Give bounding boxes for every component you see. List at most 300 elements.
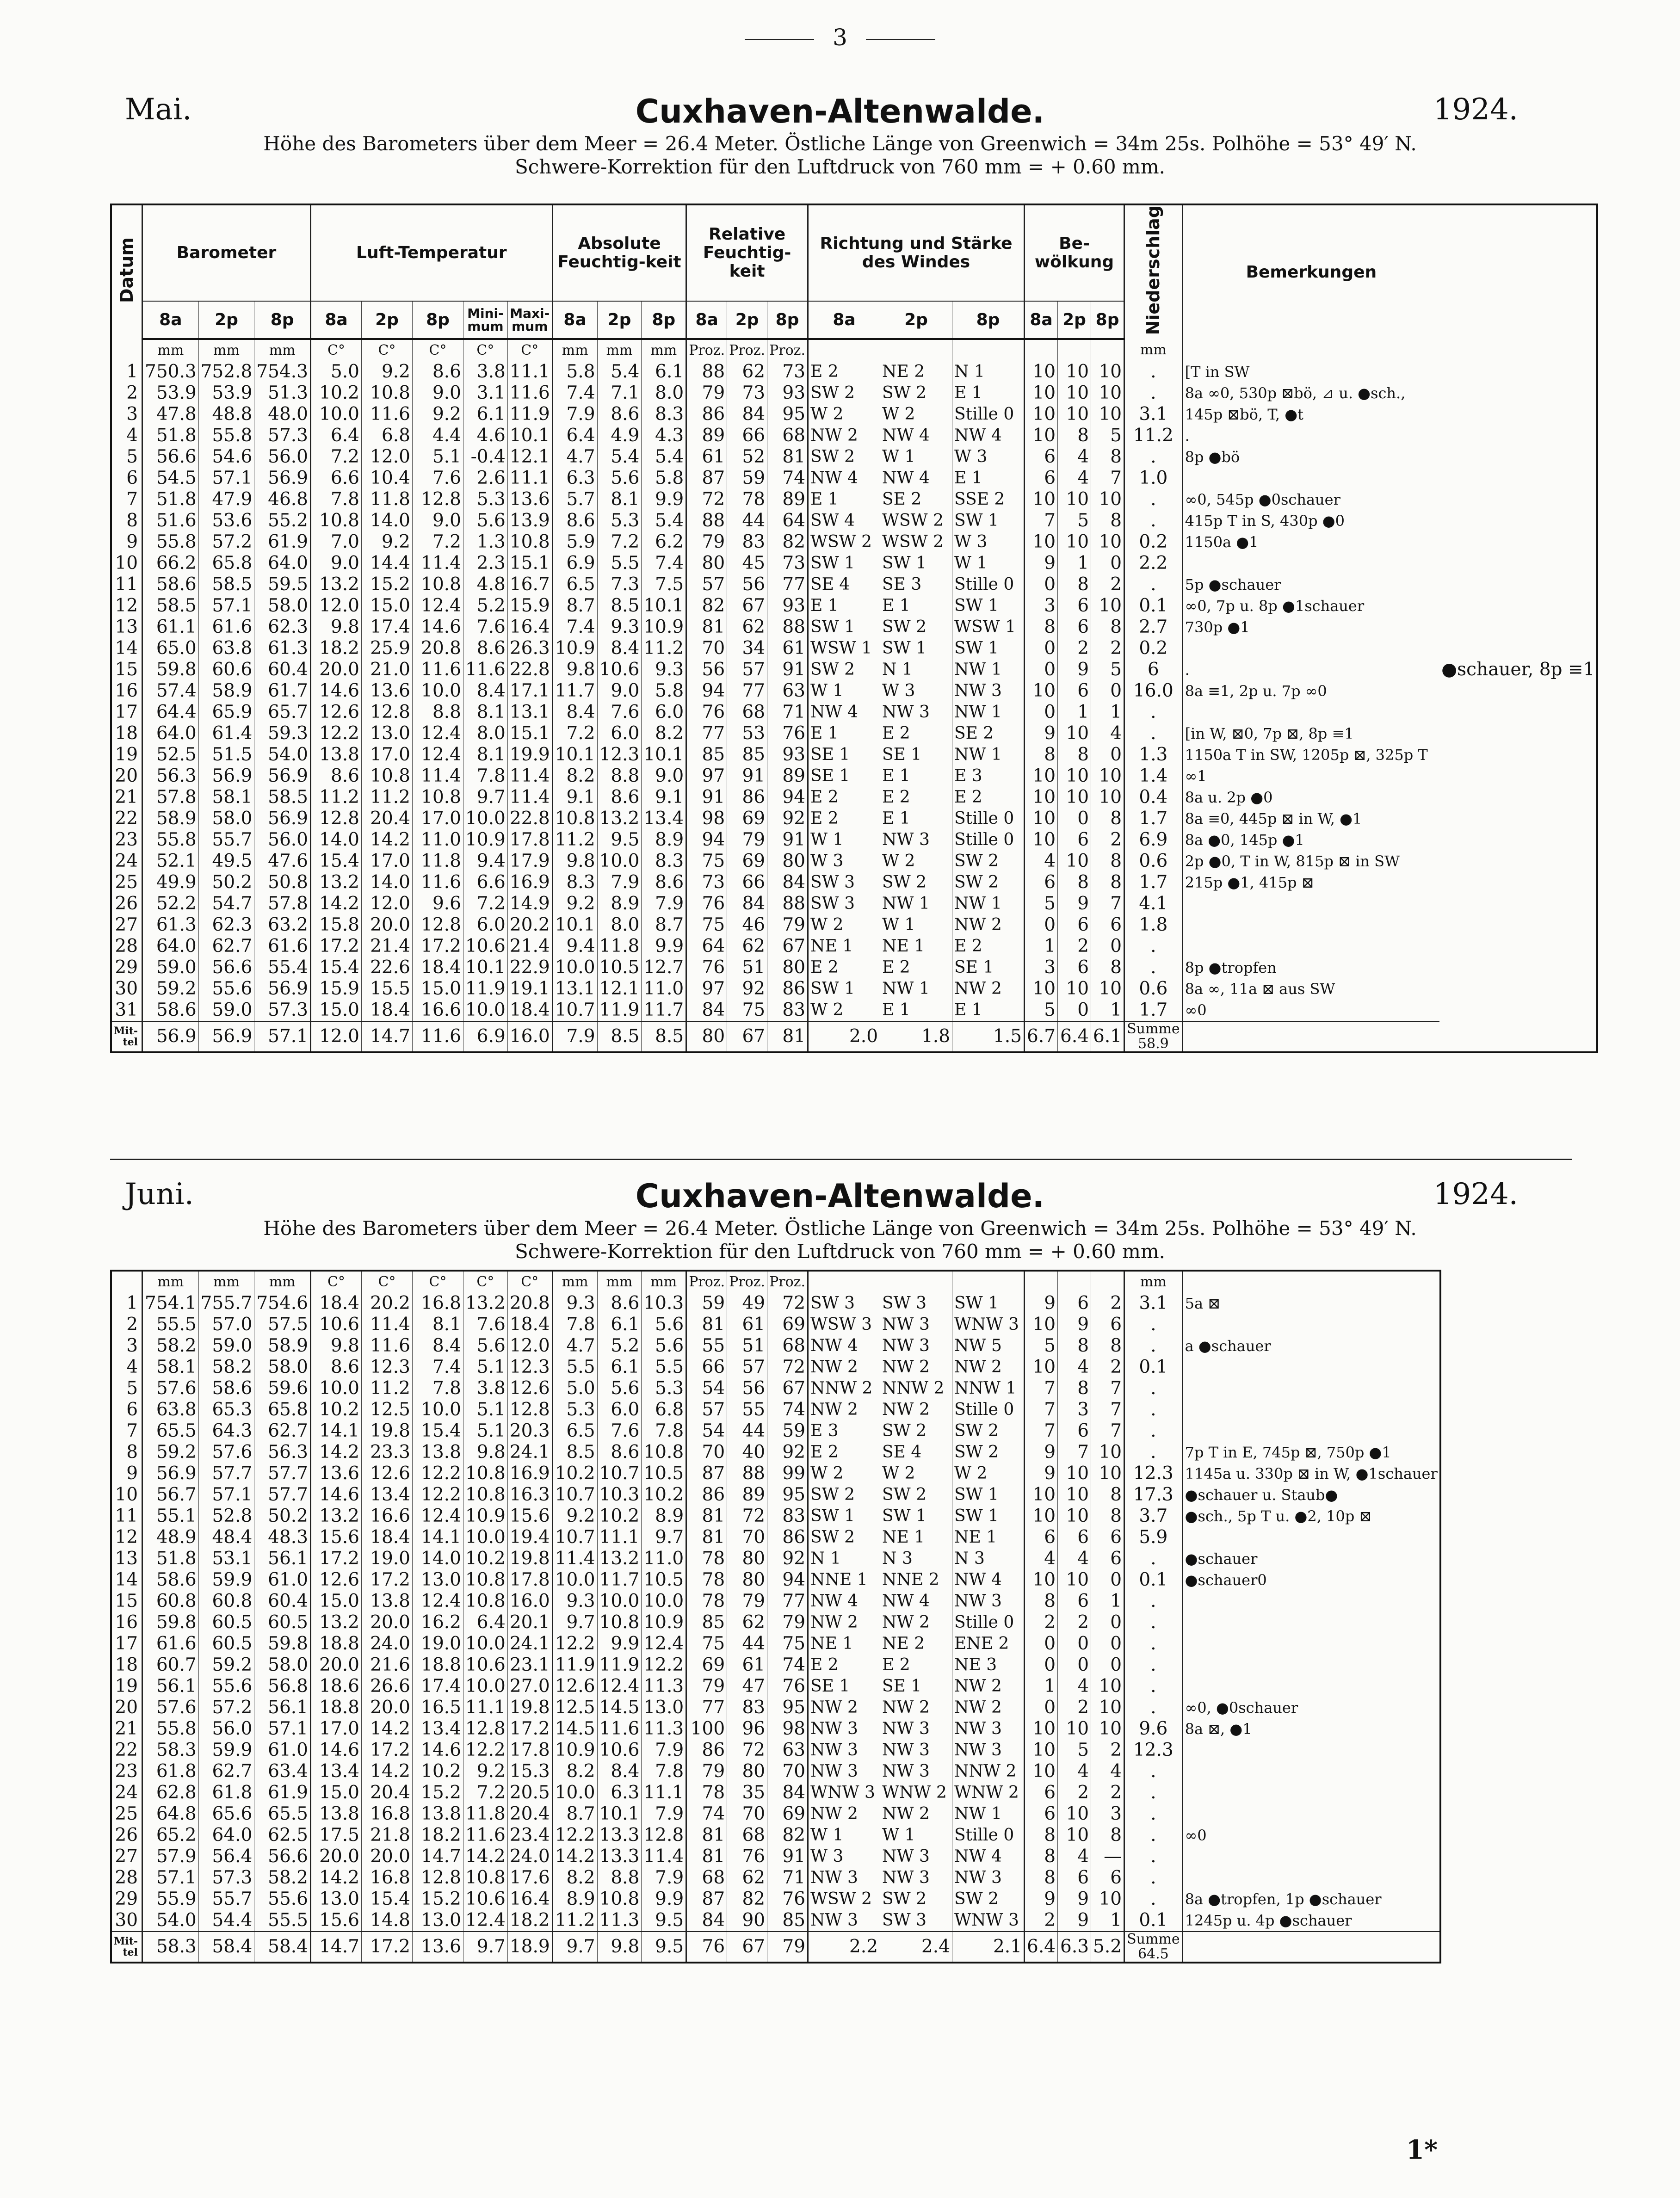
mean-value: 6.4: [1025, 1932, 1058, 1963]
value-cell: 20.2: [507, 914, 552, 936]
value-cell: 65.9: [198, 702, 254, 723]
value-cell: 10.4: [361, 468, 412, 489]
value-cell: 12.3: [1124, 1463, 1183, 1484]
value-cell: E 1: [808, 595, 880, 617]
value-cell: 2.3: [463, 553, 507, 574]
value-cell: 7.6: [412, 468, 463, 489]
unit-cell: [1025, 339, 1058, 361]
value-cell: 55.5: [254, 1910, 311, 1932]
value-cell: 8.6: [552, 510, 597, 531]
table-row: [111, 680, 1597, 702]
value-cell: 93: [767, 744, 808, 766]
value-cell: NE 2: [880, 1633, 952, 1655]
remark-cell: 1145a u. 330p ⊠ in W, ●1schauer: [1182, 1463, 1440, 1484]
value-cell: 10: [1058, 787, 1091, 808]
value-cell: 7.4: [642, 553, 686, 574]
value-cell: .: [1124, 1676, 1183, 1697]
table-row: [111, 1399, 1440, 1420]
value-cell: 58.6: [142, 1000, 199, 1021]
value-cell: 54.0: [142, 1910, 199, 1932]
value-cell: 750.3: [142, 361, 199, 383]
value-cell: 10.2: [597, 1506, 642, 1527]
value-cell: 79: [727, 829, 767, 851]
value-cell: 86: [767, 978, 808, 1000]
time-label: 8p: [1091, 301, 1124, 339]
mean-value: 56.9: [142, 1021, 199, 1052]
value-cell: 54.0: [254, 744, 311, 766]
value-cell: .: [1124, 383, 1183, 404]
value-cell: NNW 2: [808, 1378, 880, 1399]
value-cell: 59.9: [198, 1740, 254, 1761]
value-cell: 10: [1091, 1697, 1124, 1718]
value-cell: SW 1: [880, 1506, 952, 1527]
value-cell: 9.0: [412, 383, 463, 404]
value-cell: 58.2: [198, 1357, 254, 1378]
day-cell: 4: [126, 425, 138, 446]
mean-value: 12.0: [310, 1021, 361, 1052]
value-cell: 44: [727, 510, 767, 531]
value-cell: 10: [1091, 1718, 1124, 1740]
value-cell: 0: [1025, 659, 1058, 680]
value-cell: .: [1124, 446, 1183, 468]
value-cell: 11.9: [552, 1655, 597, 1676]
value-cell: .: [1124, 1420, 1183, 1442]
value-cell: 13.8: [361, 1591, 412, 1612]
value-cell: 12.0: [361, 446, 412, 468]
day-cell: 25: [115, 872, 138, 893]
value-cell: NW 3: [952, 1718, 1025, 1740]
value-cell: 15.1: [507, 723, 552, 744]
value-cell: 8: [1091, 617, 1124, 638]
value-cell: 21.0: [361, 659, 412, 680]
value-cell: 9.5: [597, 829, 642, 851]
value-cell: 14.0: [310, 829, 361, 851]
value-cell: W 1: [808, 680, 880, 702]
value-cell: NNW 2: [952, 1761, 1025, 1782]
value-cell: 94: [767, 1569, 808, 1591]
value-cell: 13.4: [361, 1484, 412, 1506]
value-cell: 9.8: [463, 1442, 507, 1463]
value-cell: E 2: [808, 808, 880, 829]
value-cell: 9: [1058, 659, 1091, 680]
table-row: [111, 914, 1597, 936]
value-cell: NW 3: [880, 829, 952, 851]
value-cell: 48.3: [254, 1527, 311, 1548]
value-cell: 86: [727, 787, 767, 808]
value-cell: 12.1: [597, 978, 642, 1000]
value-cell: 55.9: [142, 1889, 199, 1910]
value-cell: 1: [1058, 553, 1091, 574]
remark-cell: 8a ●tropfen, 1p ●schauer: [1182, 1889, 1440, 1910]
value-cell: 78: [686, 1569, 727, 1591]
value-cell: 6: [1058, 957, 1091, 978]
value-cell: 10: [1091, 1676, 1124, 1697]
value-cell: 4.9: [597, 425, 642, 446]
value-cell: 10: [1025, 808, 1058, 829]
value-cell: 6: [1025, 1803, 1058, 1825]
value-cell: 53.9: [142, 383, 199, 404]
value-cell: 81: [686, 1846, 727, 1867]
value-cell: 12.8: [310, 808, 361, 829]
value-cell: 12.3: [507, 1357, 552, 1378]
value-cell: 10.2: [310, 383, 361, 404]
value-cell: 10: [1025, 1357, 1058, 1378]
value-cell: 9: [1025, 1889, 1058, 1910]
value-cell: 10: [1091, 361, 1124, 383]
value-cell: 70: [686, 1442, 727, 1463]
value-cell: 9.8: [552, 659, 597, 680]
value-cell: 24.1: [507, 1442, 552, 1463]
value-cell: 52.5: [142, 744, 199, 766]
value-cell: 12.8: [361, 702, 412, 723]
value-cell: 3: [1025, 595, 1058, 617]
value-cell: 89: [767, 489, 808, 510]
value-cell: 9.3: [552, 1591, 597, 1612]
time-label: 8a: [686, 301, 727, 339]
table-row: [111, 659, 1597, 680]
value-cell: 6.4: [463, 1612, 507, 1633]
table-row: [111, 425, 1597, 446]
value-cell: 15.0: [412, 978, 463, 1000]
value-cell: 4: [1091, 1761, 1124, 1782]
value-cell: 14.2: [310, 893, 361, 914]
value-cell: 2: [1091, 829, 1124, 851]
value-cell: 7.9: [642, 1803, 686, 1825]
value-cell: 7.2: [597, 531, 642, 553]
value-cell: 66: [727, 872, 767, 893]
value-cell: NW 4: [808, 1591, 880, 1612]
day-cell: 24: [115, 851, 138, 872]
value-cell: 65.0: [142, 638, 199, 659]
value-cell: 5.6: [597, 1378, 642, 1399]
table-row: [111, 893, 1597, 914]
value-cell: 10.8: [642, 1442, 686, 1463]
value-cell: NW 3: [880, 1761, 952, 1782]
value-cell: 53.1: [198, 1548, 254, 1569]
value-cell: 8.3: [642, 404, 686, 425]
value-cell: 6: [1091, 1527, 1124, 1548]
unit-cell: mm: [142, 339, 199, 361]
value-cell: 9.7: [642, 1527, 686, 1548]
table-row: [111, 787, 1597, 808]
value-cell: 78: [686, 1591, 727, 1612]
table-row: [111, 1420, 1440, 1442]
value-cell: 9.2: [463, 1761, 507, 1782]
unit-cell: [1091, 339, 1124, 361]
unit-cell: C°: [310, 1271, 361, 1293]
mean-value: 67: [727, 1932, 767, 1963]
time-label: 8a: [552, 301, 597, 339]
value-cell: 69: [727, 851, 767, 872]
value-cell: 95: [767, 1697, 808, 1718]
value-cell: 9.1: [642, 787, 686, 808]
value-cell: 58.5: [142, 595, 199, 617]
remark-cell: [1182, 1655, 1440, 1676]
unit-cell: C°: [463, 1271, 507, 1293]
mean-value: 58.3: [142, 1932, 199, 1963]
value-cell: 5.9: [1124, 1527, 1183, 1548]
value-cell: 7.9: [642, 1740, 686, 1761]
value-cell: W 2: [808, 1000, 880, 1021]
value-cell: SW 2: [952, 1420, 1025, 1442]
value-cell: 69: [686, 1655, 727, 1676]
value-cell: Stille 0: [952, 1399, 1025, 1420]
value-cell: 62: [727, 1612, 767, 1633]
unit-cell: mm: [1124, 1271, 1183, 1293]
value-cell: 10.5: [642, 1463, 686, 1484]
value-cell: 10: [1058, 723, 1091, 744]
value-cell: 56.0: [254, 446, 311, 468]
mean-value: 57.1: [254, 1021, 311, 1052]
value-cell: 11.4: [552, 1548, 597, 1569]
value-cell: 4.3: [642, 425, 686, 446]
value-cell: NW 1: [880, 893, 952, 914]
value-cell: 10: [1025, 1484, 1058, 1506]
value-cell: NW 4: [808, 468, 880, 489]
value-cell: 0: [1091, 553, 1124, 574]
unit-cell: [952, 1271, 1025, 1293]
value-cell: 56.9: [142, 1463, 199, 1484]
value-cell: 9: [1025, 723, 1058, 744]
value-cell: NW 4: [808, 1335, 880, 1357]
value-cell: 12.6: [310, 702, 361, 723]
remark-cell: 730p ●1: [1182, 617, 1439, 638]
mean-value: 58.4: [254, 1932, 311, 1963]
unit-cell: C°: [412, 339, 463, 361]
value-cell: 76: [686, 893, 727, 914]
value-cell: 13.4: [412, 1718, 463, 1740]
value-cell: 14.2: [310, 1867, 361, 1889]
value-cell: SW 1: [952, 1506, 1025, 1527]
value-cell: 59.9: [198, 1569, 254, 1591]
value-cell: 11.4: [412, 766, 463, 787]
value-cell: 55.8: [142, 1718, 199, 1740]
value-cell: 3: [1025, 957, 1058, 978]
day-cell: 2: [126, 383, 138, 404]
value-cell: 7.2: [552, 723, 597, 744]
value-cell: NW 1: [952, 744, 1025, 766]
value-cell: 1: [1091, 1591, 1124, 1612]
value-cell: 11.1: [507, 468, 552, 489]
value-cell: 59.3: [254, 723, 311, 744]
value-cell: 59.2: [142, 978, 199, 1000]
value-cell: 57.6: [142, 1378, 199, 1399]
value-cell: 48.8: [198, 404, 254, 425]
value-cell: 11.6: [463, 1825, 507, 1846]
value-cell: 14.5: [597, 1697, 642, 1718]
value-cell: 14.2: [361, 1761, 412, 1782]
value-cell: 10.8: [507, 531, 552, 553]
value-cell: 62.5: [254, 1825, 311, 1846]
value-cell: 7.5: [642, 574, 686, 595]
value-cell: 5.5: [597, 553, 642, 574]
value-cell: 14.2: [552, 1846, 597, 1867]
value-cell: 14.6: [310, 680, 361, 702]
value-cell: 12.4: [412, 744, 463, 766]
value-cell: NW 3: [808, 1910, 880, 1932]
remark-cell: 8p ●tropfen: [1182, 957, 1439, 978]
value-cell: .: [1124, 1399, 1183, 1420]
value-cell: 18.4: [507, 1000, 552, 1021]
value-cell: 5.1: [463, 1399, 507, 1420]
unit-cell: Proz.: [727, 1271, 767, 1293]
value-cell: 12.5: [552, 1697, 597, 1718]
time-label: 2p: [198, 301, 254, 339]
value-cell: 10: [1058, 361, 1091, 383]
value-cell: 60.7: [142, 1655, 199, 1676]
day-cell: 3: [126, 1335, 138, 1356]
value-cell: 11.3: [642, 1718, 686, 1740]
value-cell: 7: [1091, 1420, 1124, 1442]
value-cell: SW 1: [808, 617, 880, 638]
value-cell: NW 1: [952, 702, 1025, 723]
value-cell: 10.5: [642, 1569, 686, 1591]
day-cell: 9: [126, 1463, 138, 1484]
value-cell: 71: [767, 702, 808, 723]
value-cell: 54.5: [142, 468, 199, 489]
value-cell: E 1: [808, 489, 880, 510]
value-cell: SE 4: [880, 1442, 952, 1463]
value-cell: W 3: [952, 531, 1025, 553]
value-cell: 8: [1025, 1591, 1058, 1612]
value-cell: 14.5: [552, 1718, 597, 1740]
value-cell: 10: [1025, 1718, 1058, 1740]
value-cell: 89: [686, 425, 727, 446]
value-cell: 3.8: [463, 1378, 507, 1399]
table-row: [111, 1612, 1440, 1633]
value-cell: 10: [1025, 425, 1058, 446]
value-cell: 6.0: [642, 702, 686, 723]
value-cell: 13.2: [597, 1548, 642, 1569]
value-cell: NW 2: [952, 978, 1025, 1000]
value-cell: 6.9: [1124, 829, 1183, 851]
value-cell: 2: [1091, 1293, 1124, 1314]
mean-value: 8.5: [597, 1021, 642, 1052]
value-cell: 8: [1091, 510, 1124, 531]
value-cell: 79: [686, 1676, 727, 1697]
remark-cell: 8a ∞, 11a ⊠ aus SW: [1182, 978, 1439, 1000]
value-cell: 57.4: [142, 680, 199, 702]
mean-value: 81: [767, 1021, 808, 1052]
value-cell: 52.2: [142, 893, 199, 914]
year-label: 1924.: [1433, 1177, 1518, 1211]
day-cell: 15: [115, 1591, 138, 1611]
value-cell: 57.2: [198, 531, 254, 553]
value-cell: 11.4: [507, 766, 552, 787]
month-title: Juni.: [125, 1177, 194, 1211]
table-row: [111, 1825, 1440, 1846]
value-cell: 12.2: [412, 1463, 463, 1484]
value-cell: 5.1: [412, 446, 463, 468]
value-cell: NW 4: [952, 1846, 1025, 1867]
value-cell: 7.8: [642, 1761, 686, 1782]
gravity-correction: Schwere-Korrektion für den Luftdruck von 760 mm = + 0.60 mm.: [514, 155, 1165, 178]
value-cell: 1.7: [1124, 872, 1183, 893]
value-cell: 8.9: [642, 1506, 686, 1527]
value-cell: 61.8: [142, 1761, 199, 1782]
value-cell: 40: [727, 1442, 767, 1463]
value-cell: 16.9: [507, 1463, 552, 1484]
value-cell: 73: [727, 383, 767, 404]
value-cell: 11.9: [463, 978, 507, 1000]
signature-mark: 1*: [1406, 2135, 1438, 2165]
mean-value: 6.7: [1025, 1021, 1058, 1052]
value-cell: 8: [1091, 1335, 1124, 1357]
value-cell: 10: [1091, 404, 1124, 425]
value-cell: 62.7: [198, 936, 254, 957]
value-cell: 19.0: [361, 1548, 412, 1569]
value-cell: NW 3: [808, 1867, 880, 1889]
table-row: [111, 744, 1597, 766]
value-cell: 13.8: [310, 1803, 361, 1825]
value-cell: 17.2: [507, 1718, 552, 1740]
value-cell: 1.0: [1124, 468, 1183, 489]
value-cell: 51: [727, 1335, 767, 1357]
value-cell: 10.2: [552, 1463, 597, 1484]
table-row: [111, 851, 1597, 872]
value-cell: 56.9: [254, 766, 311, 787]
value-cell: 14.0: [361, 510, 412, 531]
value-cell: 59.0: [198, 1335, 254, 1357]
value-cell: 8.5: [597, 595, 642, 617]
value-cell: 57.3: [254, 425, 311, 446]
value-cell: .: [1124, 1314, 1183, 1335]
value-cell: 10: [1025, 404, 1058, 425]
value-cell: SW 2: [808, 383, 880, 404]
value-cell: 17.2: [361, 1740, 412, 1761]
value-cell: 8: [1058, 1378, 1091, 1399]
value-cell: 5.2: [597, 1335, 642, 1357]
value-cell: 24.0: [361, 1633, 412, 1655]
day-cell: 5: [126, 1378, 138, 1399]
value-cell: 17.4: [361, 617, 412, 638]
value-cell: 11.1: [642, 1782, 686, 1803]
value-cell: —: [1091, 1846, 1124, 1867]
mean-value: 18.9: [507, 1932, 552, 1963]
value-cell: 10.0: [412, 1399, 463, 1420]
value-cell: 10.1: [597, 1803, 642, 1825]
value-cell: 9.2: [361, 531, 412, 553]
value-cell: 79: [686, 531, 727, 553]
value-cell: 34: [727, 638, 767, 659]
day-cell: 11: [115, 574, 138, 595]
value-cell: 2.2: [1124, 553, 1183, 574]
value-cell: 9: [1058, 1889, 1091, 1910]
value-cell: 86: [686, 1740, 727, 1761]
value-cell: 4: [1058, 1357, 1091, 1378]
value-cell: NW 3: [808, 1718, 880, 1740]
value-cell: SW 1: [952, 510, 1025, 531]
value-cell: 4: [1025, 851, 1058, 872]
value-cell: 92: [767, 808, 808, 829]
value-cell: 24.1: [507, 1633, 552, 1655]
value-cell: 6: [1058, 829, 1091, 851]
value-cell: 1.7: [1124, 808, 1183, 829]
value-cell: 0.1: [1124, 1357, 1183, 1378]
value-cell: E 1: [952, 383, 1025, 404]
value-cell: .: [1124, 1442, 1183, 1463]
value-cell: NE 1: [880, 936, 952, 957]
remark-cell: 8a ≡0, 445p ⊠ in W, ●1: [1182, 808, 1439, 829]
value-cell: 3.1: [1124, 404, 1183, 425]
value-cell: 9.8: [310, 1335, 361, 1357]
value-cell: 10.8: [463, 1569, 507, 1591]
value-cell: 97: [686, 978, 727, 1000]
value-cell: 0: [1025, 574, 1058, 595]
value-cell: 9.6: [412, 893, 463, 914]
value-cell: 47.6: [254, 851, 311, 872]
value-cell: WSW 2: [880, 510, 952, 531]
